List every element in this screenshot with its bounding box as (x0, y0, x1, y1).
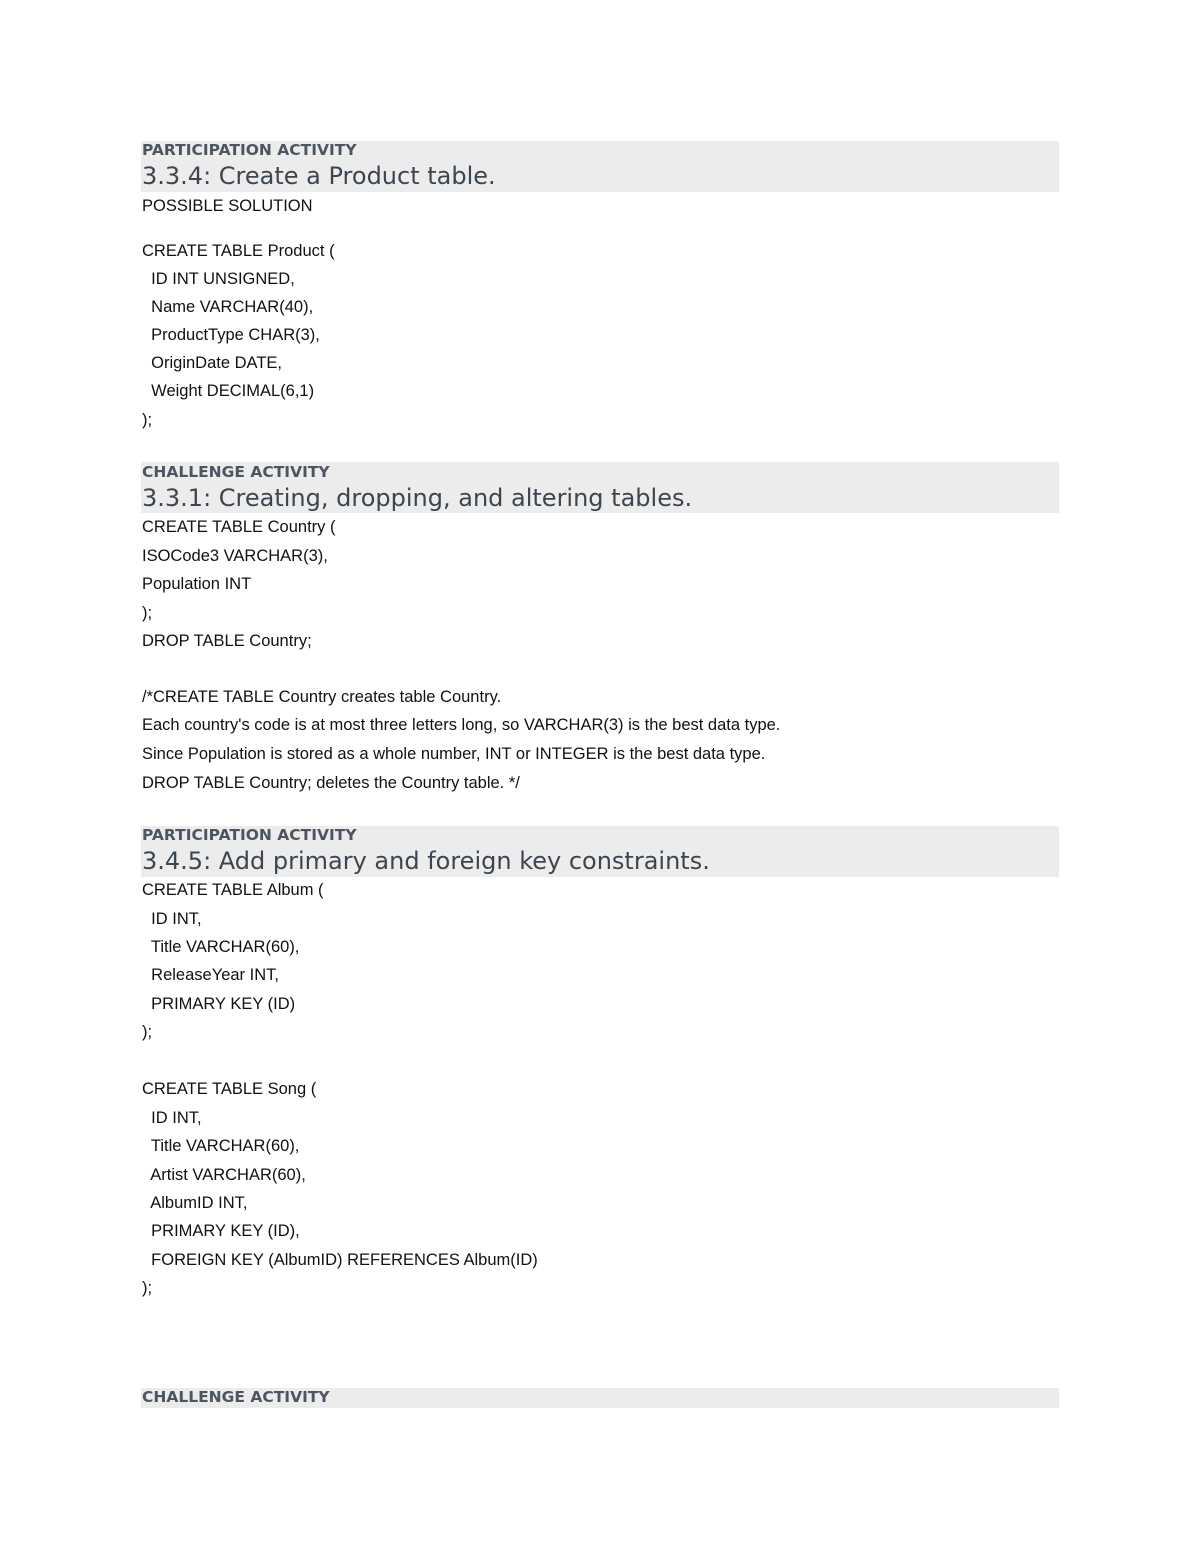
comment-line: Since Population is stored as a whole number, INT or INTEGER is the best data type. (142, 745, 766, 763)
code-line: ); (142, 1023, 153, 1041)
section-3-title: 3.4.5: Add primary and foreign key constraints. (142, 847, 710, 875)
code-line: ID INT UNSIGNED, (142, 270, 295, 288)
code-line: Population INT (142, 575, 252, 593)
comment-line: DROP TABLE Country; deletes the Country table. */ (142, 774, 520, 792)
code-line: PRIMARY KEY (ID) (142, 995, 296, 1013)
code-line: ); (142, 411, 153, 429)
comment-line: Each country's code is at most three letters long, so VARCHAR(3) is the best data type. (142, 716, 781, 734)
code-line: CREATE TABLE Album ( (142, 881, 324, 899)
section-1-title: 3.3.4: Create a Product table. (142, 162, 496, 190)
code-line: ); (142, 604, 153, 622)
code-line: POSSIBLE SOLUTION (142, 197, 313, 215)
section-3-kicker: PARTICIPATION ACTIVITY (142, 826, 357, 844)
code-line: Title VARCHAR(60), (142, 1137, 300, 1155)
code-line: CREATE TABLE Song ( (142, 1080, 317, 1098)
code-line: ID INT, (142, 1109, 202, 1127)
code-line: Weight DECIMAL(6,1) (142, 382, 315, 400)
code-line: ID INT, (142, 910, 202, 928)
section-2-title: 3.3.1: Creating, dropping, and altering tables. (142, 484, 693, 512)
code-line: CREATE TABLE Country ( (142, 518, 336, 536)
code-line: AlbumID INT, (142, 1194, 248, 1212)
code-line: Artist VARCHAR(60), (142, 1166, 306, 1184)
comment-line: /*CREATE TABLE Country creates table Country. (142, 688, 502, 706)
section-1-kicker: PARTICIPATION ACTIVITY (142, 141, 357, 159)
code-line: ); (142, 1279, 153, 1297)
code-line: CREATE TABLE Product ( (142, 242, 335, 260)
code-line: FOREIGN KEY (AlbumID) REFERENCES Album(ID) (142, 1251, 538, 1269)
section-4-kicker: CHALLENGE ACTIVITY (142, 1388, 330, 1406)
section-2-kicker: CHALLENGE ACTIVITY (142, 463, 330, 481)
code-line: ISOCode3 VARCHAR(3), (142, 547, 328, 565)
code-line: Name VARCHAR(40), (142, 298, 314, 316)
code-line: ProductType CHAR(3), (142, 326, 320, 344)
code-line: ReleaseYear INT, (142, 966, 279, 984)
code-line: PRIMARY KEY (ID), (142, 1222, 300, 1240)
code-line: Title VARCHAR(60), (142, 938, 300, 956)
code-line: OriginDate DATE, (142, 354, 282, 372)
code-line: DROP TABLE Country; (142, 632, 312, 650)
